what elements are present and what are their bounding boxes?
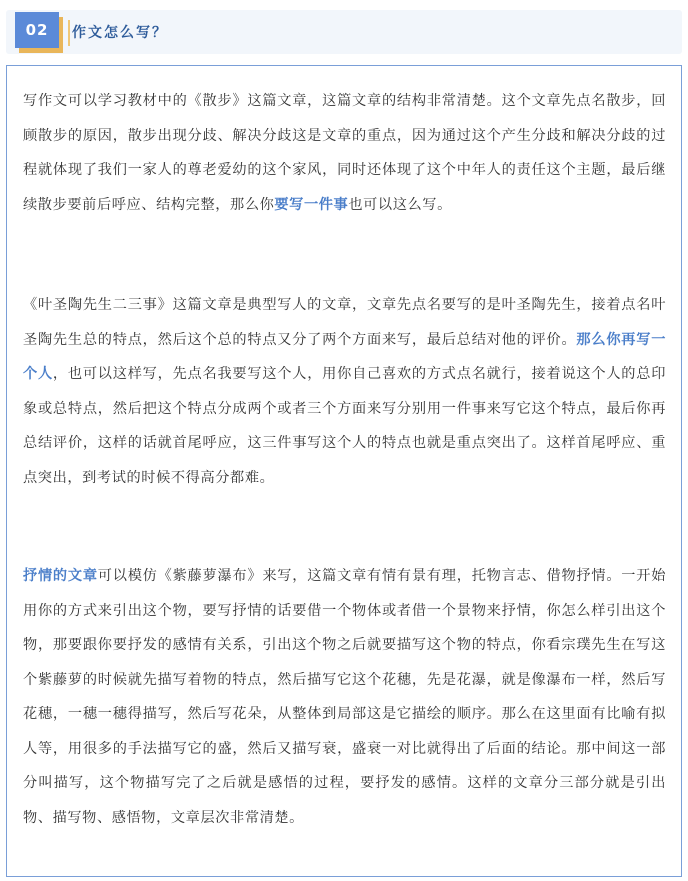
paragraph-text: 可以模仿《紫藤萝瀑布》来写，这篇文章有情有景有理，托物言志、借物抒情。一开始用你的方式来引出这个物，要写抒情的话要借一个物体或者借一个景物来抒情，你怎么样引出这个物，那要跟你要抒发的感情有关系，引出这个物之后就要描写这个物的特点，你看宗璞先生在写这个紫藤萝的时候就先描写着物的特点，然后描写它这个花穗，先是花瀑，就是像瀑布一样，然后写花穗，一穗一穗得描写，然后写花朵，从整体到局部这是它描绘的顺序。那么在这里面有比喻有拟人等，用很多的手法描写它的盛，然后又描写衰，盛衰一对比就得出了后面的结论。那中间这一部分叫描写，这个物描写完了之后就是感悟的过程，要抒发的感情。这样的文章分三部分就是引出物、描写物、感悟物，文章层次非常清楚。	[23, 568, 666, 826]
paragraph-text: 写作文可以学习教材中的《散步》这篇文章，这篇文章的结构非常清楚。这个文章先点名散步，回顾散步的原因，散步出现分歧、解决分歧这是文章的重点，因为通过这个产生分歧和解决分歧的过程就体现了我们一家人的尊老爱幼的这个家风，同时还体现了这个中年人的责任这个主题，最后继续散步要前后呼应、结构完整，那么你	[23, 93, 666, 213]
paragraph-text: 《叶圣陶先生二三事》这篇文章是典型写人的文章，文章先点名要写的是叶圣陶先生，接着点名叶圣陶先生总的特点，然后这个总的特点又分了两个方面来写，最后总结对他的评价。	[23, 297, 666, 348]
paragraph-portrait	[23, 288, 666, 495]
paragraph-lyrical	[23, 559, 666, 835]
section-number: 02	[25, 21, 49, 39]
section-title: 作文怎么写？	[72, 25, 168, 41]
highlight-text: 那么你再写一个人	[23, 331, 666, 382]
section-header	[6, 10, 682, 54]
highlight-text: 抒情的文章	[23, 568, 98, 584]
paragraph-text: ，也可以这样写，先点名我要写这个人，用你自己喜欢的方式点名就行，接着说这个人的总印象或总特点，然后把这个特点分成两个或者三个方面来写分别用一件事来写它这个特点，最后你再总结评价，这样的话就首尾呼应，这三件事写这个人的特点也就是重点突出了。这样首尾呼应、重点突出，到考试的时候不得高分都难。	[23, 366, 666, 486]
badge-main-block	[15, 12, 59, 48]
header-divider	[68, 20, 70, 46]
highlight-text: 要写一件事	[274, 196, 349, 213]
paragraph-narrative	[23, 84, 666, 222]
section-number-badge	[15, 12, 63, 54]
paragraph-text: 也可以这么写。	[348, 196, 452, 213]
article-content-box	[6, 65, 682, 877]
